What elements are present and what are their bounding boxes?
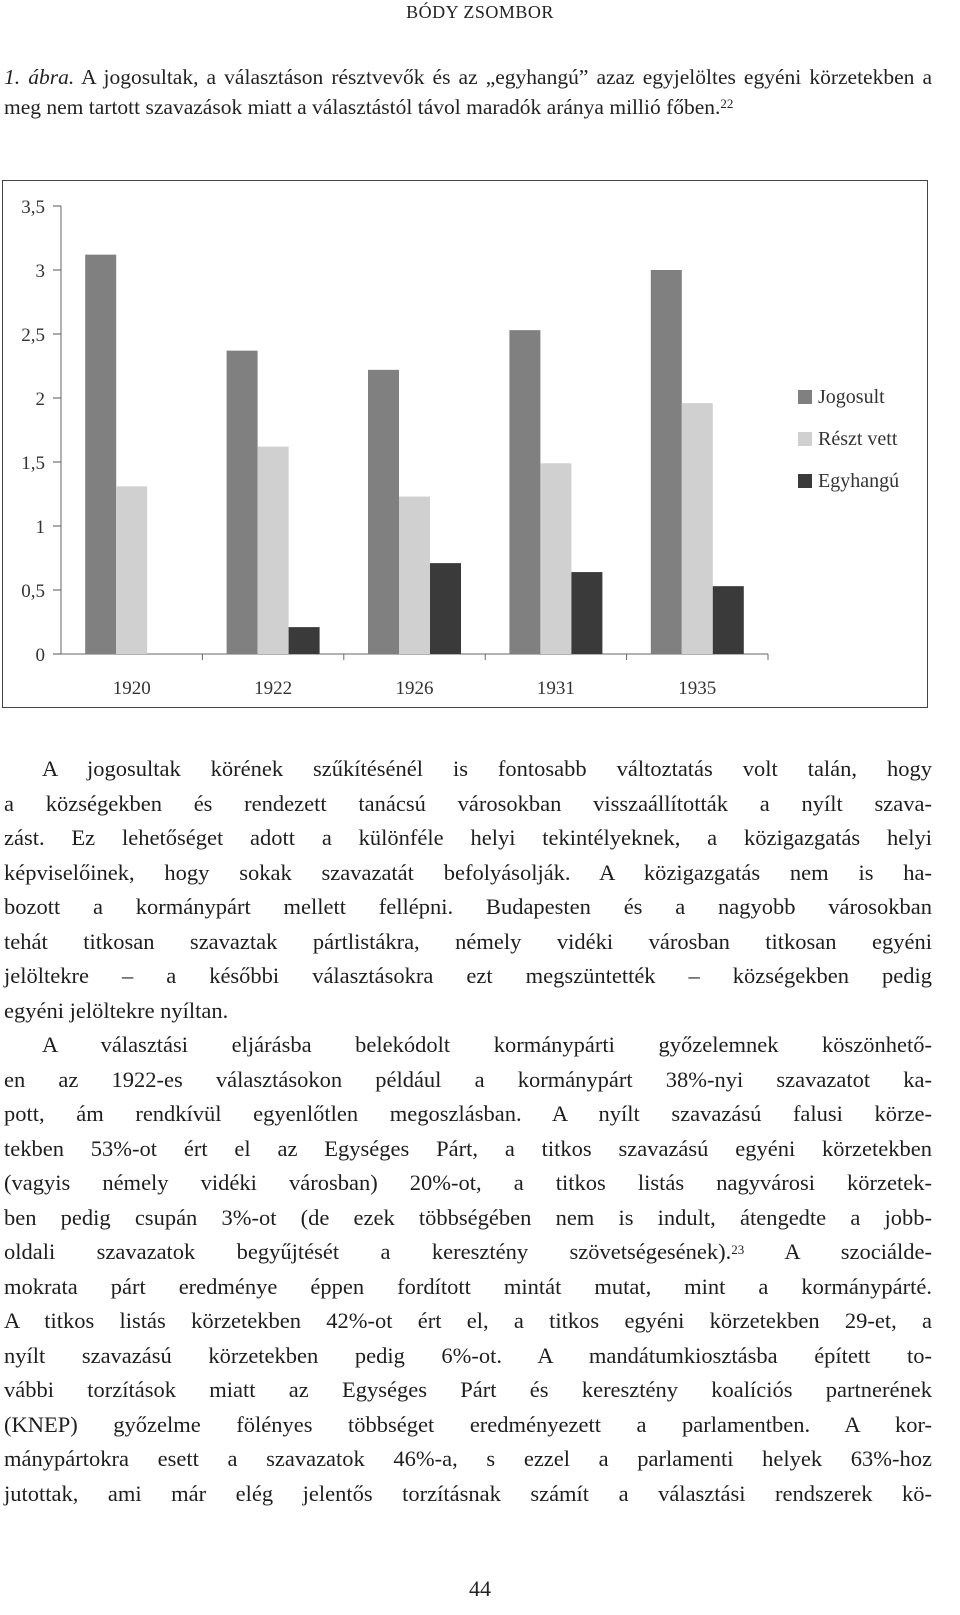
text-line: (vagyis némely vidéki városban) 20%-ot, a titkos listás nagyvárosi körzetek- [4,1170,932,1195]
text-line: A titkos listás körzetekben 42%-ot ért el, a titkos egyéni körzetekben 29-et, a [4,1308,932,1333]
body-text [4,752,932,1511]
footnote-ref: 23 [731,1242,745,1257]
bar-jogosult [651,270,682,654]
text-line: ben pedig csupán 3%-ot (de ezek többségében nem is indult, átengedte a jobb- [4,1204,932,1230]
paragraph-1 [4,752,932,1028]
bar-részt-vett [540,463,571,654]
y-tick-label: 0 [35,645,45,666]
figure-label: 1. ábra. [4,65,75,89]
legend-swatch [798,474,812,488]
y-tick-label: 3,5 [21,197,45,218]
x-tick-label: 1926 [395,678,434,699]
bar-egyhangú [289,627,320,654]
bar-részt-vett [682,403,713,654]
running-head: BÓDY ZSOMBOR [406,2,554,22]
caption-text: A jogosultak, a választáson résztvevők és az „egyhangú” azaz egyjelöltes egyéni körzetekben a meg nem tartott szavazások miatt a választástól távol maradók aránya millió főben. [4,65,932,119]
figure-caption [4,62,932,122]
caption-footnote-ref: 22 [720,96,734,111]
text-line: (KNEP) győzelme fölényes többséget eredményezett a parlamentben. A kor- [4,1411,932,1437]
text-line: nyílt szavazású körzetekben pedig 6%-ot. A mandátumkiosztásba épített to- [4,1342,932,1368]
text-segment: A szociálde- [744,1239,932,1264]
bar-egyhangú [571,572,602,654]
legend-label: Egyhangú [818,470,900,492]
text-line: A jogosultak körének szűkítésénél is fontosabb változtatás volt talán, hogy [42,756,932,781]
x-tick-label: 1922 [254,678,293,699]
text-line: képviselőinek, hogy sokak szavazatát befolyásolják. A közigazgatás nem is ha- [4,859,932,885]
bar-jogosult [85,255,116,654]
legend-label: Jogosult [818,386,885,408]
text-line: A választási eljárásba belekódolt kormánypárti győzelemnek köszönhető- [42,1032,932,1057]
y-tick-label: 2 [35,389,45,410]
legend-label: Részt vett [818,428,898,450]
bar-jogosult [227,351,258,654]
text-line: mánypártokra esett a szavazatok 46%-a, s ezzel a parlamenti helyek 63%-hoz [4,1446,932,1471]
text-line: egyéni jelöltekre nyíltan. [4,997,229,1023]
bar-részt-vett [399,497,430,654]
text-line: tekben 53%-ot ért el az Egységes Párt, a titkos szavazású egyéni körzetekben [4,1135,932,1161]
y-tick-label: 1 [35,517,45,538]
bar-részt-vett [258,447,289,654]
bar-részt-vett [116,486,147,654]
text-line: en az 1922-es választásokon például a kormánypárt 38%-nyi szavazatot ka- [4,1066,932,1092]
text-line: bozott a kormánypárt mellett fellépni. Budapesten és a nagyobb városokban [4,894,932,919]
text-line: jutottak, ami már elég jelentős torzításnak számít a választási rendszerek kö- [4,1480,932,1506]
x-tick-label: 1935 [678,678,717,699]
text-line: a községekben és rendezett tanácsú városokban visszaállították a nyílt szava- [4,790,932,816]
legend-swatch [798,432,812,446]
paragraph-2 [4,1028,932,1511]
legend-swatch [798,390,812,404]
bar-egyhangú [713,586,744,654]
text-segment: oldali szavazatok begyűjtését a keresztény szövetségesének). [4,1239,732,1264]
text-line: jelöltekre – a későbbi választásokra ezt megszüntették – községekben pedig [4,963,932,988]
x-tick-label: 1920 [112,678,151,699]
chart-canvas [3,181,929,709]
text-line: mokrata párt eredménye éppen fordított mintát mutat, mint a kormánypárté. [4,1273,932,1299]
text-line: pott, ám rendkívül egyenlőtlen megoszlásban. A nyílt szavazású falusi körze- [4,1101,932,1126]
page-number: 44 [469,1576,491,1601]
x-tick-label: 1931 [536,678,575,699]
y-tick-label: 3 [35,261,45,282]
bar-jogosult [368,370,399,654]
text-line: vábbi torzítások miatt az Egységes Párt és keresztény koalíciós partnerének [4,1377,932,1402]
y-tick-label: 2,5 [21,325,45,346]
y-tick-label: 0,5 [21,581,45,602]
text-line [4,1235,932,1270]
bar-jogosult [509,330,540,654]
bar-egyhangú [430,563,461,654]
bar-chart [2,180,928,708]
text-line: zást. Ez lehetőséget adott a különféle helyi tekintélyeknek, a közigazgatás helyi [4,825,932,850]
y-tick-label: 1,5 [21,453,45,474]
text-line: tehát titkosan szavaztak pártlistákra, némely vidéki városban titkosan egyéni [4,928,932,954]
